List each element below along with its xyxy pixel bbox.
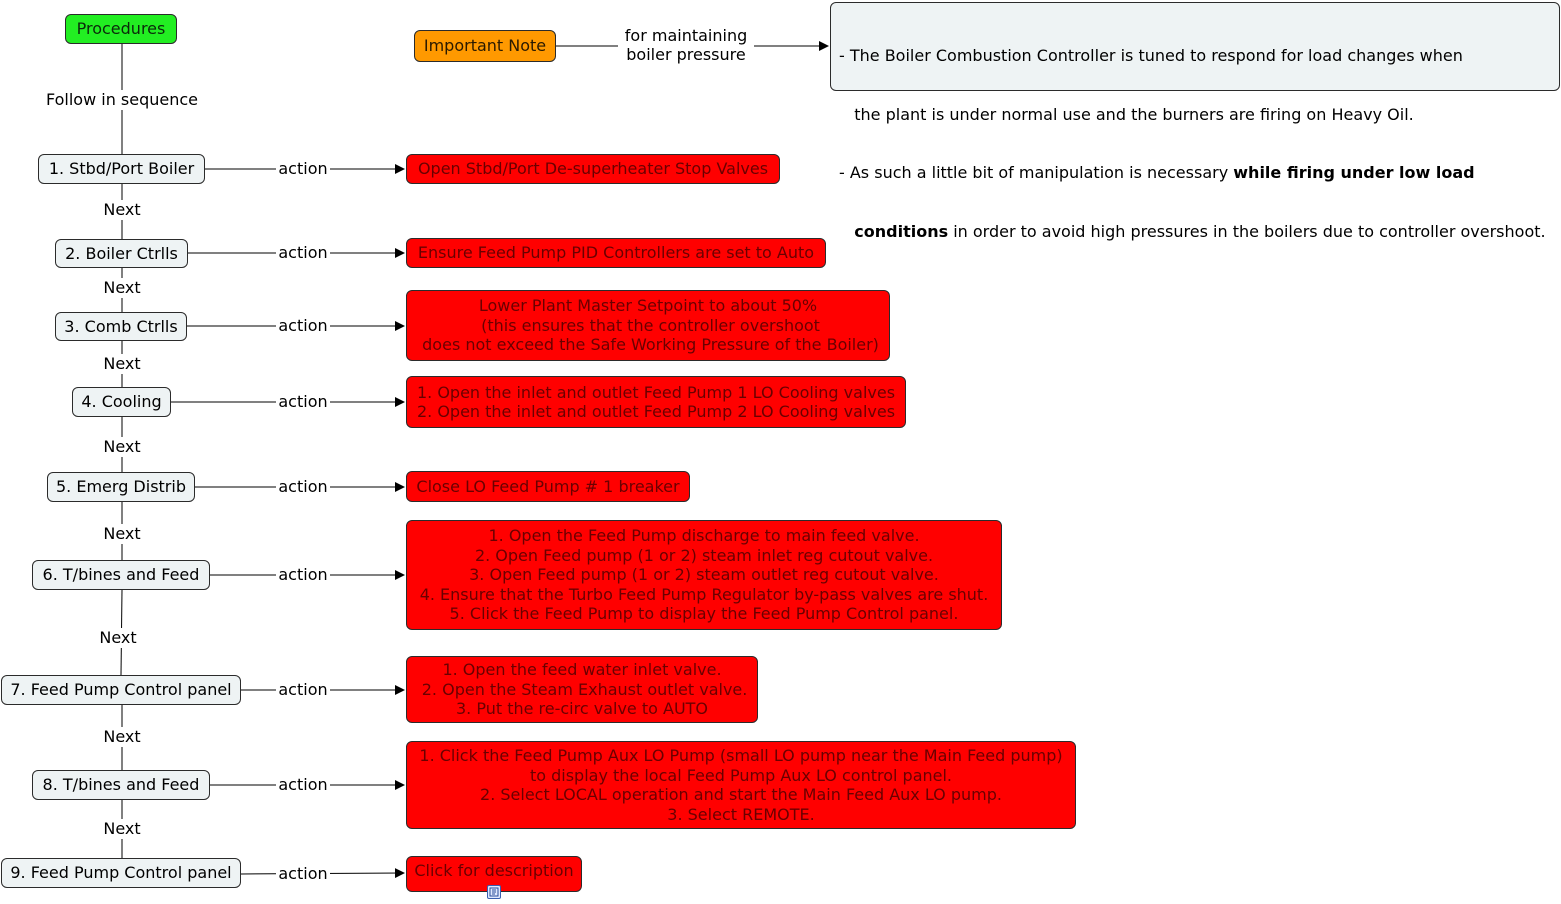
note-line-1: - The Boiler Combustion Controller is tuned to respond for load changes when	[839, 46, 1463, 65]
action-label-1: action	[276, 159, 330, 179]
step-1-node[interactable]: 1. Stbd/Port Boiler	[38, 154, 205, 184]
next-label-2: Next	[100, 278, 144, 298]
action-5-box[interactable]: Close LO Feed Pump # 1 breaker	[406, 471, 690, 502]
action-2-box[interactable]: Ensure Feed Pump PID Controllers are set to Auto	[406, 238, 826, 268]
step-7-node[interactable]: 7. Feed Pump Control panel	[1, 675, 241, 705]
note-line-3: - As such a little bit of manipulation is necessary while firing under low load	[839, 163, 1475, 182]
action-label-4: action	[276, 392, 330, 412]
action-3-box[interactable]: Lower Plant Master Setpoint to about 50% (this ensures that the controller overshoot does not exceed the Safe Working Pressure of the Boiler)	[406, 290, 890, 361]
step-9-node[interactable]: 9. Feed Pump Control panel	[1, 858, 241, 888]
next-label-7: Next	[100, 727, 144, 747]
action-label-8: action	[276, 775, 330, 795]
action-9-box[interactable]: Click for description	[406, 856, 582, 892]
step-2-node[interactable]: 2. Boiler Ctrlls	[55, 239, 188, 268]
boiler-pressure-label: for maintaining boiler pressure	[618, 26, 754, 64]
important-note-text	[830, 2, 1560, 241]
action-7-box[interactable]: 1. Open the feed water inlet valve. 2. Open the Steam Exhaust outlet valve. 3. Put the re-circ valve to AUTO	[406, 656, 758, 723]
action-6-box[interactable]: 1. Open the Feed Pump discharge to main feed valve. 2. Open Feed pump (1 or 2) steam inlet reg cutout valve. 3. Open Feed pump (1 or 2) steam outlet reg cutout valve. 4. Ensure that the Turbo Feed Pump Regulator by-pass valves are shut. 5. Click the Feed Pump to display the Feed Pump Control panel.	[406, 520, 1002, 630]
note-line-4: conditions in order to avoid high pressures in the boilers due to controller overshoot.	[854, 221, 1546, 241]
action-4-box[interactable]: 1. Open the inlet and outlet Feed Pump 1 LO Cooling valves 2. Open the inlet and outlet Feed Pump 2 LO Cooling valves	[406, 376, 906, 428]
action-label-3: action	[276, 316, 330, 336]
action-label-5: action	[276, 477, 330, 497]
next-label-8: Next	[100, 819, 144, 839]
action-label-7: action	[276, 680, 330, 700]
note-line-2: the plant is under normal use and the burners are firing on Heavy Oil.	[839, 104, 1414, 124]
step-3-node[interactable]: 3. Comb Ctrlls	[55, 312, 187, 341]
next-label-4: Next	[100, 437, 144, 457]
step-6-node[interactable]: 6. T/bines and Feed	[32, 560, 210, 590]
attachment-icon[interactable]	[487, 885, 501, 899]
follow-in-sequence-label: Follow in sequence	[42, 90, 202, 110]
action-label-2: action	[276, 243, 330, 263]
next-label-3: Next	[100, 354, 144, 374]
procedures-node[interactable]: Procedures	[65, 14, 177, 44]
step-8-node[interactable]: 8. T/bines and Feed	[32, 770, 210, 800]
action-label-6: action	[276, 565, 330, 585]
action-8-box[interactable]: 1. Click the Feed Pump Aux LO Pump (small LO pump near the Main Feed pump) to display the local Feed Pump Aux LO control panel. 2. Select LOCAL operation and start the Main Feed Aux LO pump. 3. Select REMOTE.	[406, 741, 1076, 829]
step-5-node[interactable]: 5. Emerg Distrib	[47, 472, 195, 502]
next-label-5: Next	[100, 524, 144, 544]
next-label-6: Next	[96, 628, 140, 648]
action-label-9: action	[276, 864, 330, 884]
important-note-node[interactable]: Important Note	[414, 30, 556, 62]
next-label-1: Next	[100, 200, 144, 220]
step-4-node[interactable]: 4. Cooling	[72, 387, 171, 417]
action-1-box[interactable]: Open Stbd/Port De-superheater Stop Valves	[406, 154, 780, 184]
